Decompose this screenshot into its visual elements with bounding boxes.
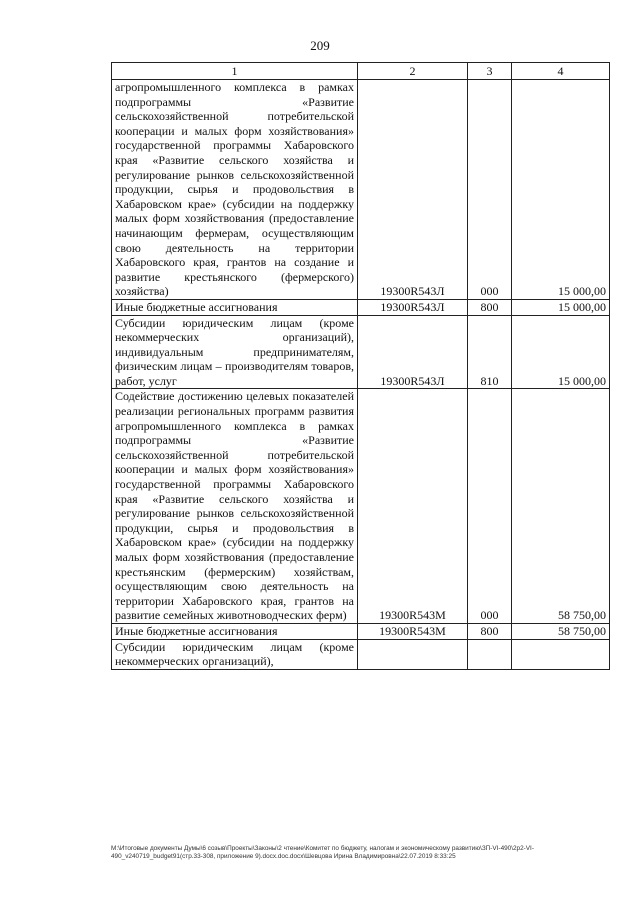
expense-type bbox=[468, 639, 512, 669]
target-code: 19300R543M bbox=[358, 623, 468, 639]
table-row bbox=[112, 80, 610, 300]
expense-type: 810 bbox=[468, 315, 512, 389]
expense-type: 800 bbox=[468, 623, 512, 639]
header-cell: 3 bbox=[468, 63, 512, 80]
target-code bbox=[358, 639, 468, 669]
target-code: 19300R543Л bbox=[358, 315, 468, 389]
table-row bbox=[112, 623, 610, 639]
row-description: Иные бюджетные ассигнования bbox=[112, 299, 358, 315]
target-code: 19300R543Л bbox=[358, 80, 468, 300]
amount bbox=[512, 639, 610, 669]
amount: 15 000,00 bbox=[512, 315, 610, 389]
row-description: агропромышленного комплекса в рамках подпрограммы «Развитие сельскохозяйственной потребительской кооперации и малых форм хозяйствования» государственной программы Хабаровского края «Развитие сельского хозяйства и регулирование рынков сельскохозяйственной продукции, сырья и продовольствия в Хабаровском крае» (субсидии на поддержку малых форм хозяйствования (предоставление начинающим фермерам, осуществляющим свою деятельность на территории Хабаровского края, грантов на создание и развитие крестьянского (фермерского) хозяйства) bbox=[112, 80, 358, 300]
table-row bbox=[112, 315, 610, 389]
amount: 15 000,00 bbox=[512, 299, 610, 315]
table-row bbox=[112, 299, 610, 315]
table-row bbox=[112, 389, 610, 624]
target-code: 19300R543Л bbox=[358, 299, 468, 315]
file-path-footer: M:\Итоговые документы Думы\6 созыв\Проекты\Законы\2 чтение\Комитет по бюджету, налогам и экономическому развитию\ЗП-VI-490\2р2-VI-490_v240719_budget91(стр.33-308, приложение 9).docx.doc.docx\Шевцова Ирина Владимировна\22.07.2019 8:33:25 bbox=[111, 845, 534, 860]
amount: 58 750,00 bbox=[512, 389, 610, 624]
table-header-row bbox=[112, 63, 610, 80]
expense-type: 000 bbox=[468, 389, 512, 624]
amount: 15 000,00 bbox=[512, 80, 610, 300]
page-number: 209 bbox=[310, 38, 330, 53]
target-code: 19300R543M bbox=[358, 389, 468, 624]
row-description: Субсидии юридическим лицам (кроме некоммерческих организаций), bbox=[112, 639, 358, 669]
amount: 58 750,00 bbox=[512, 623, 610, 639]
header-cell: 1 bbox=[112, 63, 358, 80]
row-description: Иные бюджетные ассигнования bbox=[112, 623, 358, 639]
header-cell: 2 bbox=[358, 63, 468, 80]
row-description: Субсидии юридическим лицам (кроме некоммерческих организаций), индивидуальным предпринимателям, физическим лицам – производителям товаров, работ, услуг bbox=[112, 315, 358, 389]
row-description: Содействие достижению целевых показателей реализации региональных программ развития агропромышленного комплекса в рамках подпрограммы «Развитие сельскохозяйственной потребительской кооперации и малых форм хозяйствования» государственной программы Хабаровского края «Развитие сельского хозяйства и регулирование рынков сельскохозяйственной продукции, сырья и продовольствия в Хабаровском крае» (субсидии на поддержку малых форм хозяйствования (предоставление крестьянским (фермерским) хозяйствам, осуществляющим свою деятельность на территории Хабаровского края, грантов на развитие семейных животноводческих ферм) bbox=[112, 389, 358, 624]
header-cell: 4 bbox=[512, 63, 610, 80]
table-row bbox=[112, 639, 610, 669]
budget-table bbox=[111, 62, 610, 670]
expense-type: 800 bbox=[468, 299, 512, 315]
expense-type: 000 bbox=[468, 80, 512, 300]
